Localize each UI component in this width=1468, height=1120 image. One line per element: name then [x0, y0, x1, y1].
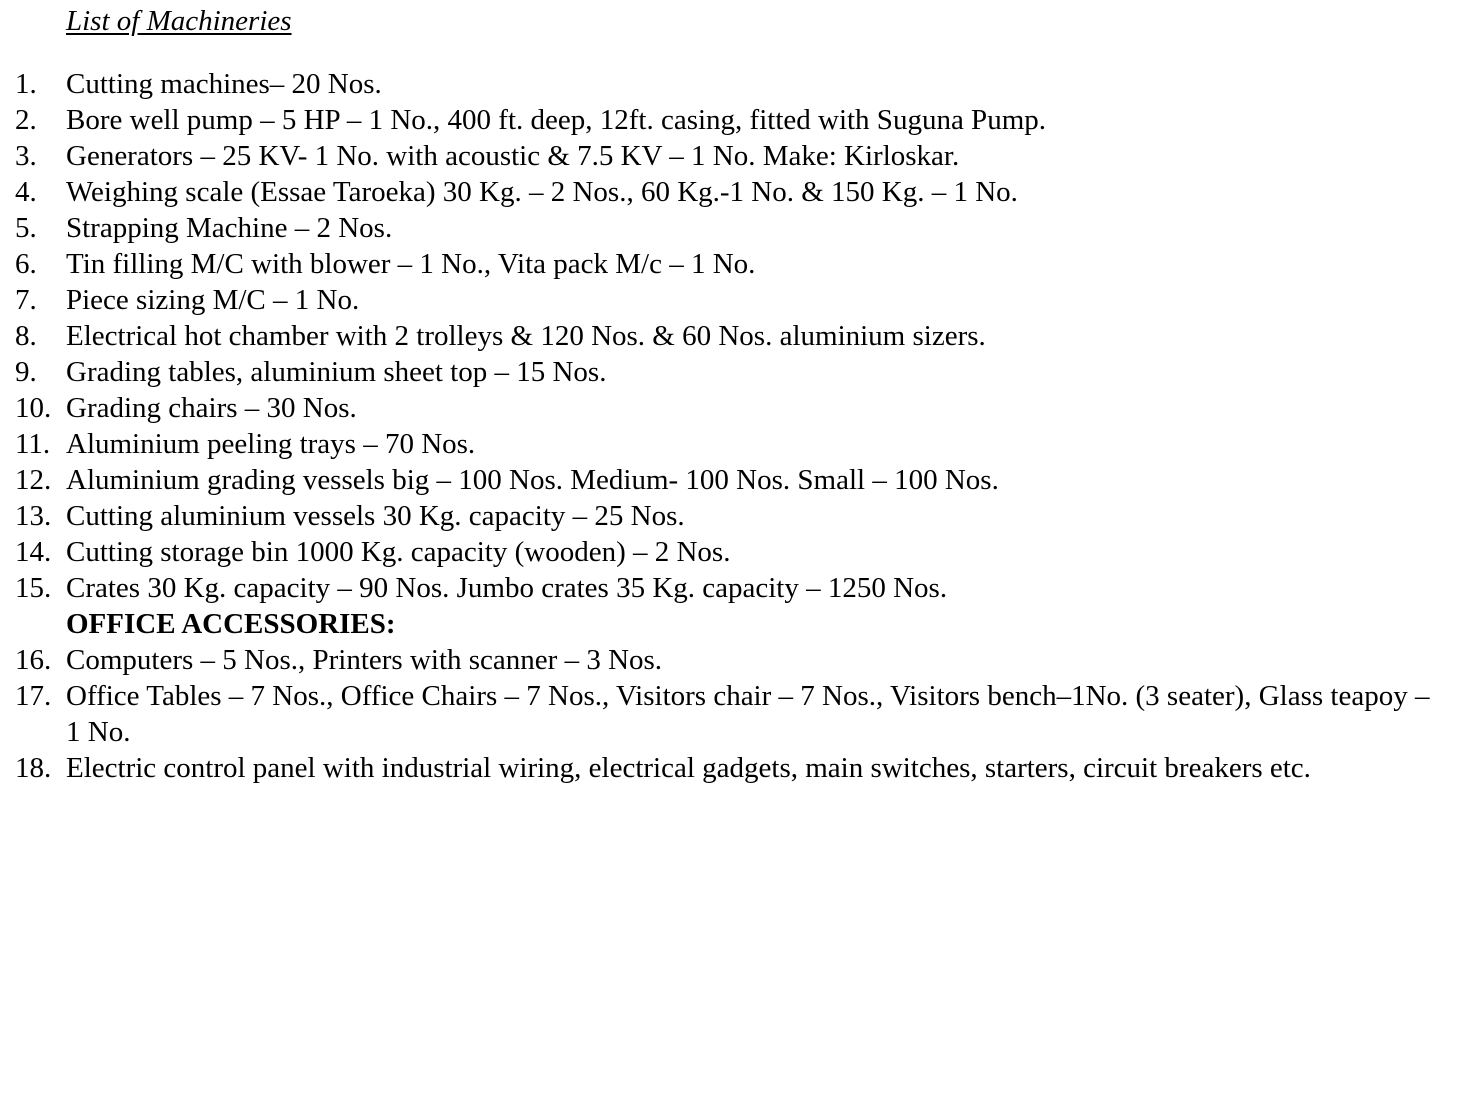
item-text: Cutting machines– 20 Nos.	[66, 68, 382, 100]
list-item	[0, 426, 1440, 462]
item-number: 11.	[15, 428, 51, 460]
list-item	[0, 354, 1440, 390]
item-number: 2.	[15, 104, 37, 136]
item-number: 10.	[15, 392, 52, 424]
item-number: 4.	[15, 176, 37, 208]
item-text: Grading chairs – 30 Nos.	[66, 392, 357, 424]
document-title: List of Machineries	[66, 5, 292, 37]
item-text: Cutting storage bin 1000 Kg. capacity (wooden) – 2 Nos.	[66, 536, 731, 568]
list-item	[0, 138, 1440, 174]
item-text: Piece sizing M/C – 1 No.	[66, 284, 360, 316]
item-text: Grading tables, aluminium sheet top – 15 Nos.	[66, 356, 607, 388]
item-number: 6.	[15, 248, 37, 280]
item-text: Computers – 5 Nos., Printers with scanner – 3 Nos.	[66, 644, 663, 676]
item-number: 12.	[15, 464, 52, 496]
list-item	[0, 282, 1440, 318]
item-number: 13.	[15, 500, 52, 532]
list-item	[0, 66, 1440, 102]
item-text: Bore well pump – 5 HP – 1 No., 400 ft. deep, 12ft. casing, fitted with Suguna Pump.	[66, 104, 1046, 136]
item-text: Aluminium grading vessels big – 100 Nos. Medium- 100 Nos. Small – 100 Nos.	[66, 464, 999, 496]
item-text: Office Tables – 7 Nos., Office Chairs – 7 Nos., Visitors chair – 7 Nos., Visitors bench–1No. (3 seater), Glass teapoy – 1 No.	[66, 680, 1430, 748]
item-text: Aluminium peeling trays – 70 Nos.	[66, 428, 476, 460]
item-number: 15.	[15, 572, 52, 604]
item-text: Electrical hot chamber with 2 trolleys & 120 Nos. & 60 Nos. aluminium sizers.	[66, 320, 986, 352]
item-text: Generators – 25 KV- 1 No. with acoustic & 7.5 KV – 1 No. Make: Kirloskar.	[66, 140, 960, 172]
item-number: 17.	[15, 680, 52, 712]
list-item	[0, 210, 1440, 246]
list-item	[0, 570, 1440, 606]
item-number: 7.	[15, 284, 37, 316]
office-accessories-heading: OFFICE ACCESSORIES:	[66, 608, 396, 640]
item-number: 18.	[15, 752, 52, 784]
list-item	[0, 750, 1440, 786]
item-number: 9.	[15, 356, 37, 388]
list-item	[0, 174, 1440, 210]
item-text: Electric control panel with industrial wiring, electrical gadgets, main switches, starters, circuit breakers etc.	[66, 752, 1311, 784]
item-number: 1.	[15, 68, 37, 100]
list-item	[0, 534, 1440, 570]
item-number: 16.	[15, 644, 52, 676]
list-item	[0, 642, 1440, 678]
machinery-list	[0, 66, 1440, 786]
list-item	[0, 462, 1440, 498]
item-number: 5.	[15, 212, 37, 244]
item-number: 8.	[15, 320, 37, 352]
item-text: Cutting aluminium vessels 30 Kg. capacity – 25 Nos.	[66, 500, 685, 532]
list-item	[0, 318, 1440, 354]
item-text: Crates 30 Kg. capacity – 90 Nos. Jumbo crates 35 Kg. capacity – 1250 Nos.	[66, 572, 948, 604]
list-item	[0, 246, 1440, 282]
section-heading-row	[0, 606, 1440, 642]
item-text: Strapping Machine – 2 Nos.	[66, 212, 393, 244]
item-text: Weighing scale (Essae Taroeka) 30 Kg. – 2 Nos., 60 Kg.-1 No. & 150 Kg. – 1 No.	[66, 176, 1018, 208]
list-item	[0, 102, 1440, 138]
list-item	[0, 390, 1440, 426]
item-text: Tin filling M/C with blower – 1 No., Vita pack M/c – 1 No.	[66, 248, 756, 280]
list-item	[0, 678, 1440, 750]
item-number: 14.	[15, 536, 52, 568]
list-item	[0, 498, 1440, 534]
item-number: 3.	[15, 140, 37, 172]
